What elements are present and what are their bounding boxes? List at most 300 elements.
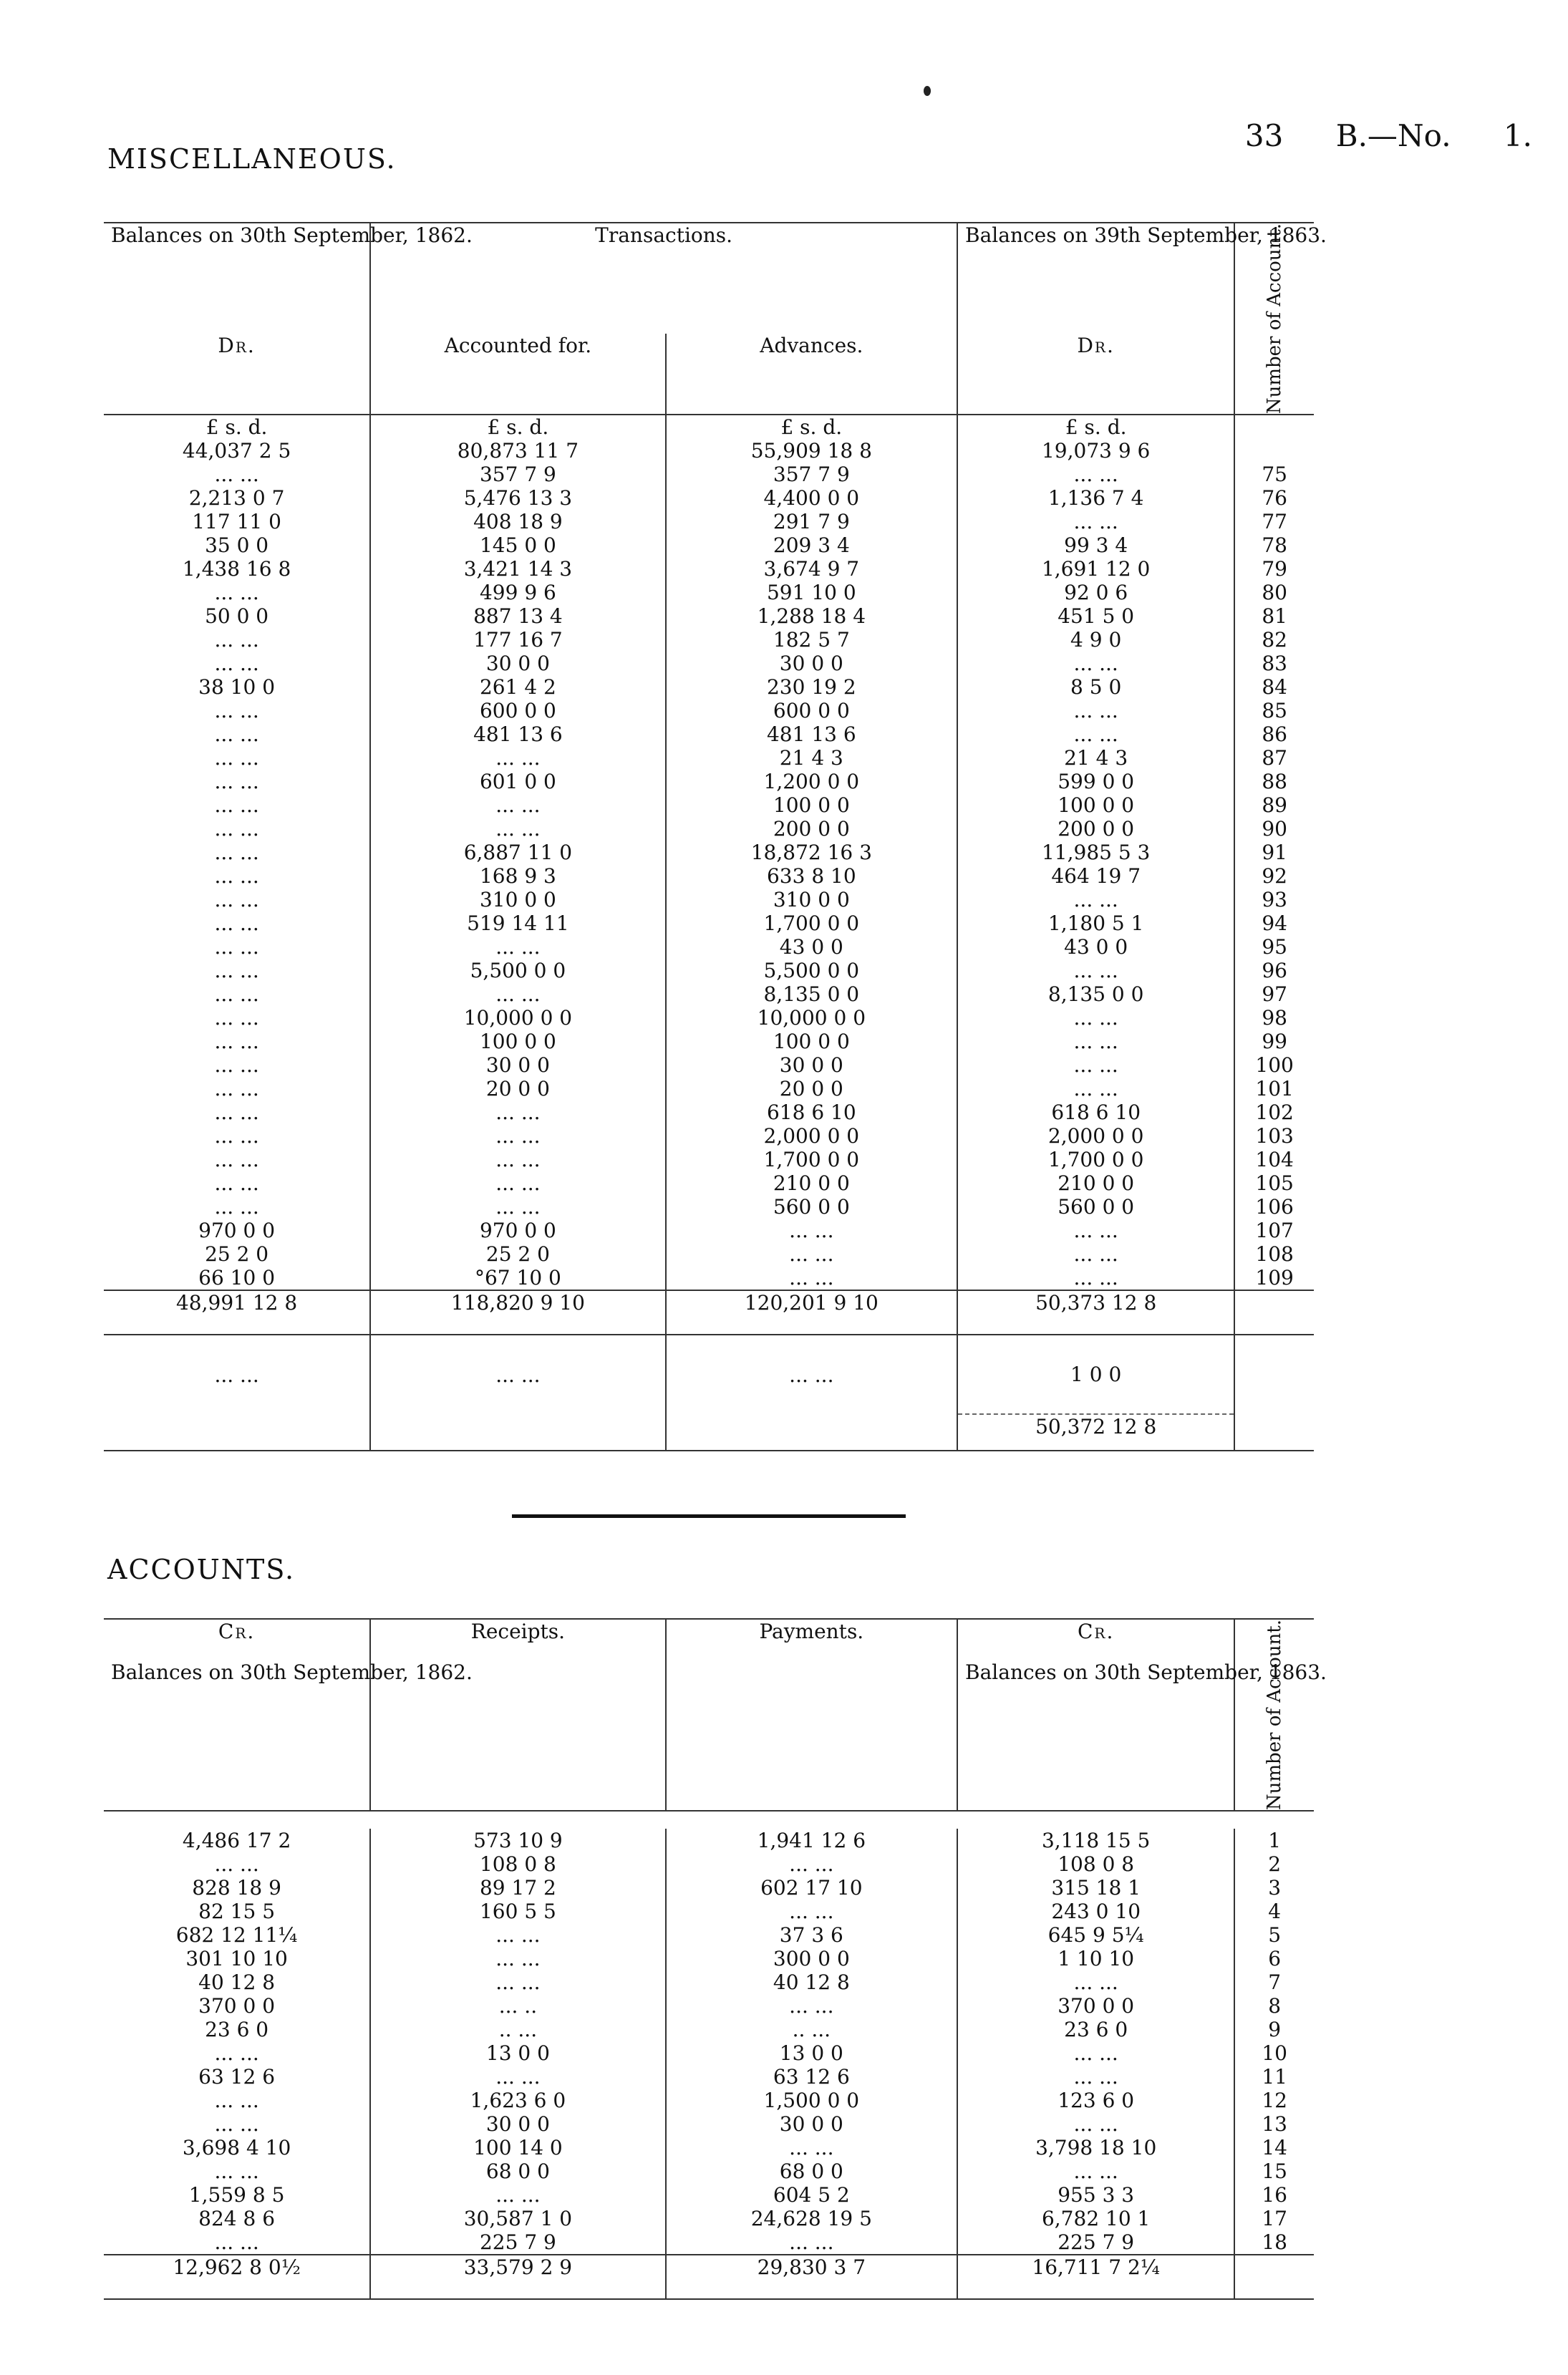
cell-col2: ... ... (370, 1195, 665, 1219)
empty-cell (1234, 1290, 1314, 1335)
cell-col3: 591 10 0 (666, 581, 957, 604)
cell-bal2: ... ... (957, 652, 1234, 675)
cell-bal1: 23 6 0 (104, 2018, 370, 2041)
cell-bal2: 1 10 10 (957, 1947, 1234, 1970)
table-row (104, 722, 1314, 746)
cell-col2: 481 13 6 (370, 722, 665, 746)
cell-col2: 357 7 9 (370, 463, 665, 486)
cell-col2: 30,587 1 0 (370, 2207, 665, 2230)
cell-bal2: 11,985 5 3 (957, 841, 1234, 864)
cell-bal1: ... ... (104, 746, 370, 770)
cell-bal1: ... ... (104, 1852, 370, 1876)
cell-col2: 68 0 0 (370, 2159, 665, 2183)
cell-col2: ... ... (370, 1171, 665, 1195)
cell-account-number: 105 (1255, 1171, 1294, 1196)
cell-bal2: 200 0 0 (957, 817, 1234, 841)
cell-account-number: 11 (1262, 2065, 1287, 2089)
table-row (104, 675, 1314, 699)
table-row (104, 2112, 1314, 2136)
cell-bal2: 92 0 6 (957, 581, 1234, 604)
cell-col3: 300 0 0 (666, 1947, 957, 1970)
cell-account-number: 15 (1262, 2159, 1287, 2184)
cell-bal2: ... ... (957, 1970, 1234, 1994)
cell-account-number: 2 (1268, 1852, 1282, 1877)
cell-bal2: ... ... (957, 722, 1234, 746)
cell-bal2: 123 6 0 (957, 2089, 1234, 2112)
cell-col2: ... ... (370, 2065, 665, 2089)
cell-col2: 519 14 11 (370, 911, 665, 935)
cell-account-number: 104 (1255, 1148, 1294, 1172)
cell-bal1: ... ... (104, 1124, 370, 1148)
table-row (104, 959, 1314, 982)
cell-account-number: 3 (1268, 1876, 1282, 1900)
cell-account-number: 108 (1255, 1242, 1294, 1267)
cell-bal1: ... ... (104, 1053, 370, 1077)
units-label: £ s. d. (957, 415, 1234, 439)
cell-account-number: 14 (1262, 2136, 1287, 2160)
cell-col3: 1,700 0 0 (666, 1148, 957, 1171)
cell-col3: 182 5 7 (666, 628, 957, 652)
cell-bal1: ... ... (104, 935, 370, 959)
units-label: £ s. d. (370, 415, 665, 439)
dr-bal2-header: Balances on 39th September, 1863. (957, 223, 1234, 334)
cell-col2: 261 4 2 (370, 675, 665, 699)
cell-bal2: ... ... (957, 2159, 1234, 2183)
cell-account-number: 102 (1255, 1101, 1294, 1125)
cell-bal2: 108 0 8 (957, 1852, 1234, 1876)
cell-col3: 1,941 12 6 (666, 1829, 957, 1852)
cell-col3: 357 7 9 (666, 463, 957, 486)
cell-col2: ... ... (370, 793, 665, 817)
cell-bal1: ... ... (104, 2230, 370, 2255)
cell-col2: .. ... (370, 2018, 665, 2041)
cell-bal2: 1,180 5 1 (957, 911, 1234, 935)
cell-col2: 160 5 5 (370, 1900, 665, 1923)
cell-bal2: ... ... (957, 2065, 1234, 2089)
cell-account-number: 1 (1268, 1829, 1282, 1853)
cell-bal2: 6,782 10 1 (957, 2207, 1234, 2230)
cell-col3: 200 0 0 (666, 817, 957, 841)
units-label: £ s. d. (666, 415, 957, 439)
cell-col3: 37 3 6 (666, 1923, 957, 1947)
cell-bal1: 1,438 16 8 (104, 557, 370, 581)
cell-bal2: ... ... (957, 1266, 1234, 1290)
page-number: 33 (1244, 118, 1284, 153)
cell-account-number: 100 (1255, 1053, 1294, 1078)
cell-bal1: 50 0 0 (104, 604, 370, 628)
cell-col2: 10,000 0 0 (370, 1006, 665, 1030)
cell-account-number: 84 (1262, 675, 1287, 700)
cell-account-number: 93 (1262, 888, 1287, 912)
table-row (104, 2183, 1314, 2207)
cell-account-number: 98 (1262, 1006, 1287, 1030)
cell-col3: ... ... (666, 2136, 957, 2159)
cell-col3: 3,674 9 7 (666, 557, 957, 581)
cell-col2: 225 7 9 (370, 2230, 665, 2255)
cr1-label: Cr. (218, 1620, 256, 1643)
cell-col2: 145 0 0 (370, 533, 665, 557)
table-row (104, 699, 1314, 722)
cell-bal2: ... ... (957, 1030, 1234, 1053)
table-row (104, 1006, 1314, 1030)
cell-col3: 63 12 6 (666, 2065, 957, 2089)
cell-col3: ... ... (666, 1994, 957, 2018)
cr-total-bal1: 12,962 8 0½ (104, 2255, 370, 2299)
payments-header: Payments. (666, 1619, 957, 1811)
empty-cell (1234, 415, 1314, 439)
dr-total-advances: 120,201 9 10 (666, 1290, 957, 1335)
cell-col3: 8,135 0 0 (666, 982, 957, 1006)
receipts-header: Receipts. (370, 1619, 665, 1811)
cell-bal1: ... ... (104, 1101, 370, 1124)
cell-col3: 43 0 0 (666, 935, 957, 959)
table-row (104, 652, 1314, 675)
cell-bal1: 370 0 0 (104, 1994, 370, 2018)
cell-bal1: 824 8 6 (104, 2207, 370, 2230)
cell-account-number: 89 (1262, 793, 1287, 818)
cell-col2: ... ... (370, 1923, 665, 1947)
table-row (104, 486, 1314, 510)
cell-col2: ... ... (370, 746, 665, 770)
cell-bal1: 35 0 0 (104, 533, 370, 557)
cell-col3: 20 0 0 (666, 1077, 957, 1101)
cell-bal1: ... ... (104, 770, 370, 793)
cell-bal1: 301 10 10 (104, 1947, 370, 1970)
cell-col2: 25 2 0 (370, 1242, 665, 1266)
cell-col2: 100 14 0 (370, 2136, 665, 2159)
cell-col2: ... ... (370, 1124, 665, 1148)
cell-col2: 13 0 0 (370, 2041, 665, 2065)
cell-bal1: 63 12 6 (104, 2065, 370, 2089)
cell-bal1: 3,698 4 10 (104, 2136, 370, 2159)
table-row (104, 1077, 1314, 1101)
table-row (104, 864, 1314, 888)
cell-bal2: 315 18 1 (957, 1876, 1234, 1900)
cell-account-number: 107 (1255, 1219, 1294, 1243)
table-row (104, 2159, 1314, 2183)
table-row (104, 746, 1314, 770)
cell-account-number: 103 (1255, 1124, 1294, 1148)
table-row (104, 1900, 1314, 1923)
table-row (104, 1053, 1314, 1077)
cell-col3: 40 12 8 (666, 1970, 957, 1994)
cell-col2: 177 16 7 (370, 628, 665, 652)
cell-col3: 13 0 0 (666, 2041, 957, 2065)
cell-col2: °67 10 0 (370, 1266, 665, 1290)
cell-bal2: 43 0 0 (957, 935, 1234, 959)
cell-bal2: ... ... (957, 1077, 1234, 1101)
empty-cell (666, 1414, 957, 1451)
cell-bal1: ... ... (104, 2089, 370, 2112)
cell-bal1: ... ... (104, 1195, 370, 1219)
section-title: ACCOUNTS. (107, 1554, 296, 1585)
table-row (104, 2230, 1314, 2255)
dr-bal1-header: Balances on 30th September, 1862. (104, 223, 370, 334)
dr-number-label: Number of Account. (1264, 223, 1286, 415)
cell-account-number: 16 (1262, 2183, 1287, 2207)
cell-bal2: 99 3 4 (957, 533, 1234, 557)
table-row (104, 935, 1314, 959)
cell-bal2: 210 0 0 (957, 1171, 1234, 1195)
cell-col3: 481 13 6 (666, 722, 957, 746)
table-row (104, 1994, 1314, 2018)
cell-bal1: 828 18 9 (104, 1876, 370, 1900)
table-row (104, 793, 1314, 817)
cr-total-bal2: 16,711 7 2¼ (957, 2255, 1234, 2299)
cell-account-number: 82 (1262, 628, 1287, 652)
cell-account-number: 90 (1262, 817, 1287, 841)
cell-account-number: 87 (1262, 746, 1287, 770)
dr1-header: Dr. (104, 334, 370, 415)
table-row (104, 1148, 1314, 1171)
cell-bal2: ... ... (957, 463, 1234, 486)
cell-col3: 633 8 10 (666, 864, 957, 888)
cell-col2: 5,476 13 3 (370, 486, 665, 510)
cell-account-number: 91 (1262, 841, 1287, 865)
cell-bal2: 3,118 15 5 (957, 1829, 1234, 1852)
cell-bal1: ... ... (104, 699, 370, 722)
cell-account-number: 86 (1262, 722, 1287, 747)
cell-bal1: ... ... (104, 911, 370, 935)
cell-bal2: 618 6 10 (957, 1101, 1234, 1124)
cell-col2: ... .. (370, 1994, 665, 2018)
dr-total-accounted: 118,820 9 10 (370, 1290, 665, 1335)
cell-account-number: 83 (1262, 652, 1287, 676)
cell-col3: ... ... (666, 1900, 957, 1923)
cell-bal1: ... ... (104, 2112, 370, 2136)
cell-col3: 1,200 0 0 (666, 770, 957, 793)
table-row (104, 2018, 1314, 2041)
cr-bal1-label: Balances on 30th September, 1862. (111, 1660, 473, 1684)
cell-col2: ... ... (370, 982, 665, 1006)
accounted-header: Accounted for. (370, 334, 665, 415)
empty-cell (370, 1414, 665, 1451)
cell-col2: 408 18 9 (370, 510, 665, 533)
cell-bal2: 8 5 0 (957, 675, 1234, 699)
cell-col2: 100 0 0 (370, 1030, 665, 1053)
cell-bal2: 1,136 7 4 (957, 486, 1234, 510)
empty-cell (1234, 1335, 1314, 1414)
cr-number-header (1234, 1619, 1314, 1811)
cell-col2: 20 0 0 (370, 1077, 665, 1101)
cell-col3: 68 0 0 (666, 2159, 957, 2183)
cell-account-number: 17 (1262, 2207, 1287, 2231)
table-row (104, 817, 1314, 841)
section-divider (512, 1514, 906, 1518)
cell-bal1: ... ... (104, 1030, 370, 1053)
table-row (104, 510, 1314, 533)
cell-col2: ... ... (370, 1947, 665, 1970)
table-row (104, 1852, 1314, 1876)
cell-col2: 108 0 8 (370, 1852, 665, 1876)
table-row (104, 1242, 1314, 1266)
cell-account-number: 18 (1262, 2230, 1287, 2255)
empty-cell (104, 1414, 370, 1451)
cell-account-number: 109 (1255, 1266, 1294, 1290)
table-row (104, 1970, 1314, 1994)
cell-account-number: 7 (1268, 1970, 1282, 1995)
cell-bal1: 66 10 0 (104, 1266, 370, 1290)
cell-account-number: 95 (1262, 935, 1287, 959)
cell-col2: 600 0 0 (370, 699, 665, 722)
cell-col2: ... ... (370, 1101, 665, 1124)
cell-bal2: ... ... (957, 888, 1234, 911)
cr-total-receipts: 33,579 2 9 (370, 2255, 665, 2299)
cell-account-number: 8 (1268, 1994, 1282, 2018)
cell-col3: 210 0 0 (666, 1171, 957, 1195)
cell-col2: 30 0 0 (370, 1053, 665, 1077)
cell-col2: 168 9 3 (370, 864, 665, 888)
cell-bal2: 23 6 0 (957, 2018, 1234, 2041)
table-row (104, 770, 1314, 793)
cell-bal1: 40 12 8 (104, 1970, 370, 1994)
cell-bal2: 243 0 10 (957, 1900, 1234, 1923)
cell-col3: 30 0 0 (666, 1053, 957, 1077)
cell-col3: 602 17 10 (666, 1876, 957, 1900)
cell-bal2: ... ... (957, 2041, 1234, 2065)
table-row (104, 581, 1314, 604)
cell-bal1: 117 11 0 (104, 510, 370, 533)
cell-account-number: 99 (1262, 1030, 1287, 1054)
cell-bal1: 4,486 17 2 (104, 1829, 370, 1852)
cell-account-number: 12 (1262, 2089, 1287, 2113)
cell-bal2: 225 7 9 (957, 2230, 1234, 2255)
table-row (104, 533, 1314, 557)
table-row (104, 463, 1314, 486)
cr-bal2-label: Balances on 30th September, 1863. (965, 1660, 1327, 1684)
cell-col3: 5,500 0 0 (666, 959, 957, 982)
empty-cell (1234, 2255, 1314, 2299)
cell-bal2: 599 0 0 (957, 770, 1234, 793)
units-label: £ s. d. (104, 415, 370, 439)
table-row (104, 841, 1314, 864)
cell-col2: 30 0 0 (370, 2112, 665, 2136)
cell-bal2: 451 5 0 (957, 604, 1234, 628)
cell-bal1: ... ... (104, 982, 370, 1006)
cell-col3: 1,700 0 0 (666, 911, 957, 935)
cell-account-number: 92 (1262, 864, 1287, 889)
cell-bal1: ... ... (104, 864, 370, 888)
series-label: B.—No. 1. (1335, 118, 1532, 153)
cell-account-number: 78 (1262, 533, 1287, 558)
cell-account-number: 81 (1262, 604, 1287, 629)
cell-col2: 499 9 6 (370, 581, 665, 604)
cell-bal1: ... ... (104, 628, 370, 652)
table-row (104, 557, 1314, 581)
spacer (104, 1811, 1314, 1829)
cell-col3: 2,000 0 0 (666, 1124, 957, 1148)
cell-account-number: 106 (1255, 1195, 1294, 1219)
cell-account-number: 97 (1262, 982, 1287, 1007)
cell-bal1: ... ... (104, 2159, 370, 2183)
cell-bal1: ... ... (104, 841, 370, 864)
cell-bal2: 4 9 0 (957, 628, 1234, 652)
cell-col2: 887 13 4 (370, 604, 665, 628)
cell-col3: 24,628 19 5 (666, 2207, 957, 2230)
cell-col2: ... ... (370, 2183, 665, 2207)
table-row (104, 2041, 1314, 2065)
cell-bal1: 682 12 11¼ (104, 1923, 370, 1947)
cell-bal1: ... ... (104, 2041, 370, 2065)
cell-bal1: ... ... (104, 1171, 370, 1195)
cell-bal2: 370 0 0 (957, 1994, 1234, 2018)
cell-bal2: ... ... (957, 1242, 1234, 1266)
cell-bal2: 560 0 0 (957, 1195, 1234, 1219)
cell-col3: ... ... (666, 2230, 957, 2255)
cell-col2: ... ... (370, 817, 665, 841)
cell-col3: 600 0 0 (666, 699, 957, 722)
cell-col3: 30 0 0 (666, 2112, 957, 2136)
table-row (104, 1171, 1314, 1195)
cell-bal1: ... ... (104, 581, 370, 604)
cell-col2: 1,623 6 0 (370, 2089, 665, 2112)
cell-col2: 310 0 0 (370, 888, 665, 911)
table-row (104, 1101, 1314, 1124)
cell-col3: 1,288 18 4 (666, 604, 957, 628)
cell-col2: 970 0 0 (370, 1219, 665, 1242)
cell-bal2: 3,798 18 10 (957, 2136, 1234, 2159)
page-header-right (1245, 118, 1532, 153)
cell-bal1: ... ... (104, 793, 370, 817)
cell-bal2: ... ... (957, 1006, 1234, 1030)
cell-bal2: 645 9 5¼ (957, 1923, 1234, 1947)
dr-adjust-bal2: 1 0 0 (957, 1335, 1234, 1414)
cell-bal1: ... ... (104, 1006, 370, 1030)
dr2-header: Dr. (957, 334, 1234, 415)
cr2-label: Cr. (1077, 1620, 1115, 1643)
cell-bal2: 1,691 12 0 (957, 557, 1234, 581)
cell-bal2: 464 19 7 (957, 864, 1234, 888)
cell-bal2: 1,700 0 0 (957, 1148, 1234, 1171)
cell-bal2: ... ... (957, 510, 1234, 533)
table-row (104, 604, 1314, 628)
cell-col3: ... ... (666, 1852, 957, 1876)
cell-bal1: 2,213 0 7 (104, 486, 370, 510)
page-title: MISCELLANEOUS. (107, 143, 397, 175)
table-row (104, 888, 1314, 911)
cell-account-number: 6 (1268, 1947, 1282, 1971)
cell-col3: 10,000 0 0 (666, 1006, 957, 1030)
cell-bal1: 82 15 5 (104, 1900, 370, 1923)
cell-account-number: 4 (1268, 1900, 1282, 1924)
cell-bal1: 25 2 0 (104, 1242, 370, 1266)
cell-col2: 6,887 11 0 (370, 841, 665, 864)
cell-col3: 100 0 0 (666, 793, 957, 817)
cell-col2: 5,500 0 0 (370, 959, 665, 982)
dr-adjust-advances: ... ... (666, 1335, 957, 1414)
cell-bal2: 100 0 0 (957, 793, 1234, 817)
cell-bal2: 8,135 0 0 (957, 982, 1234, 1006)
cell-account-number: 13 (1262, 2112, 1287, 2137)
table-row (104, 1923, 1314, 1947)
cell-bal1: ... ... (104, 1077, 370, 1101)
cell-col2: 30 0 0 (370, 652, 665, 675)
table-row (104, 1829, 1314, 1852)
cell-account-number (1234, 439, 1314, 463)
dr-total-bal2: 50,373 12 8 (957, 1290, 1234, 1335)
table-row (104, 1195, 1314, 1219)
cr-total-payments: 29,830 3 7 (666, 2255, 957, 2299)
cell-bal1: ... ... (104, 463, 370, 486)
cell-col2: ... ... (370, 935, 665, 959)
cell-col2: 3,421 14 3 (370, 557, 665, 581)
cell-bal2: 2,000 0 0 (957, 1124, 1234, 1148)
cell-account-number: 79 (1262, 557, 1287, 581)
cell-bal1: ... ... (104, 817, 370, 841)
empty-cell (1234, 1414, 1314, 1451)
cr-number-label: Number of Account. (1264, 1620, 1286, 1811)
cell-col3: 1,500 0 0 (666, 2089, 957, 2112)
